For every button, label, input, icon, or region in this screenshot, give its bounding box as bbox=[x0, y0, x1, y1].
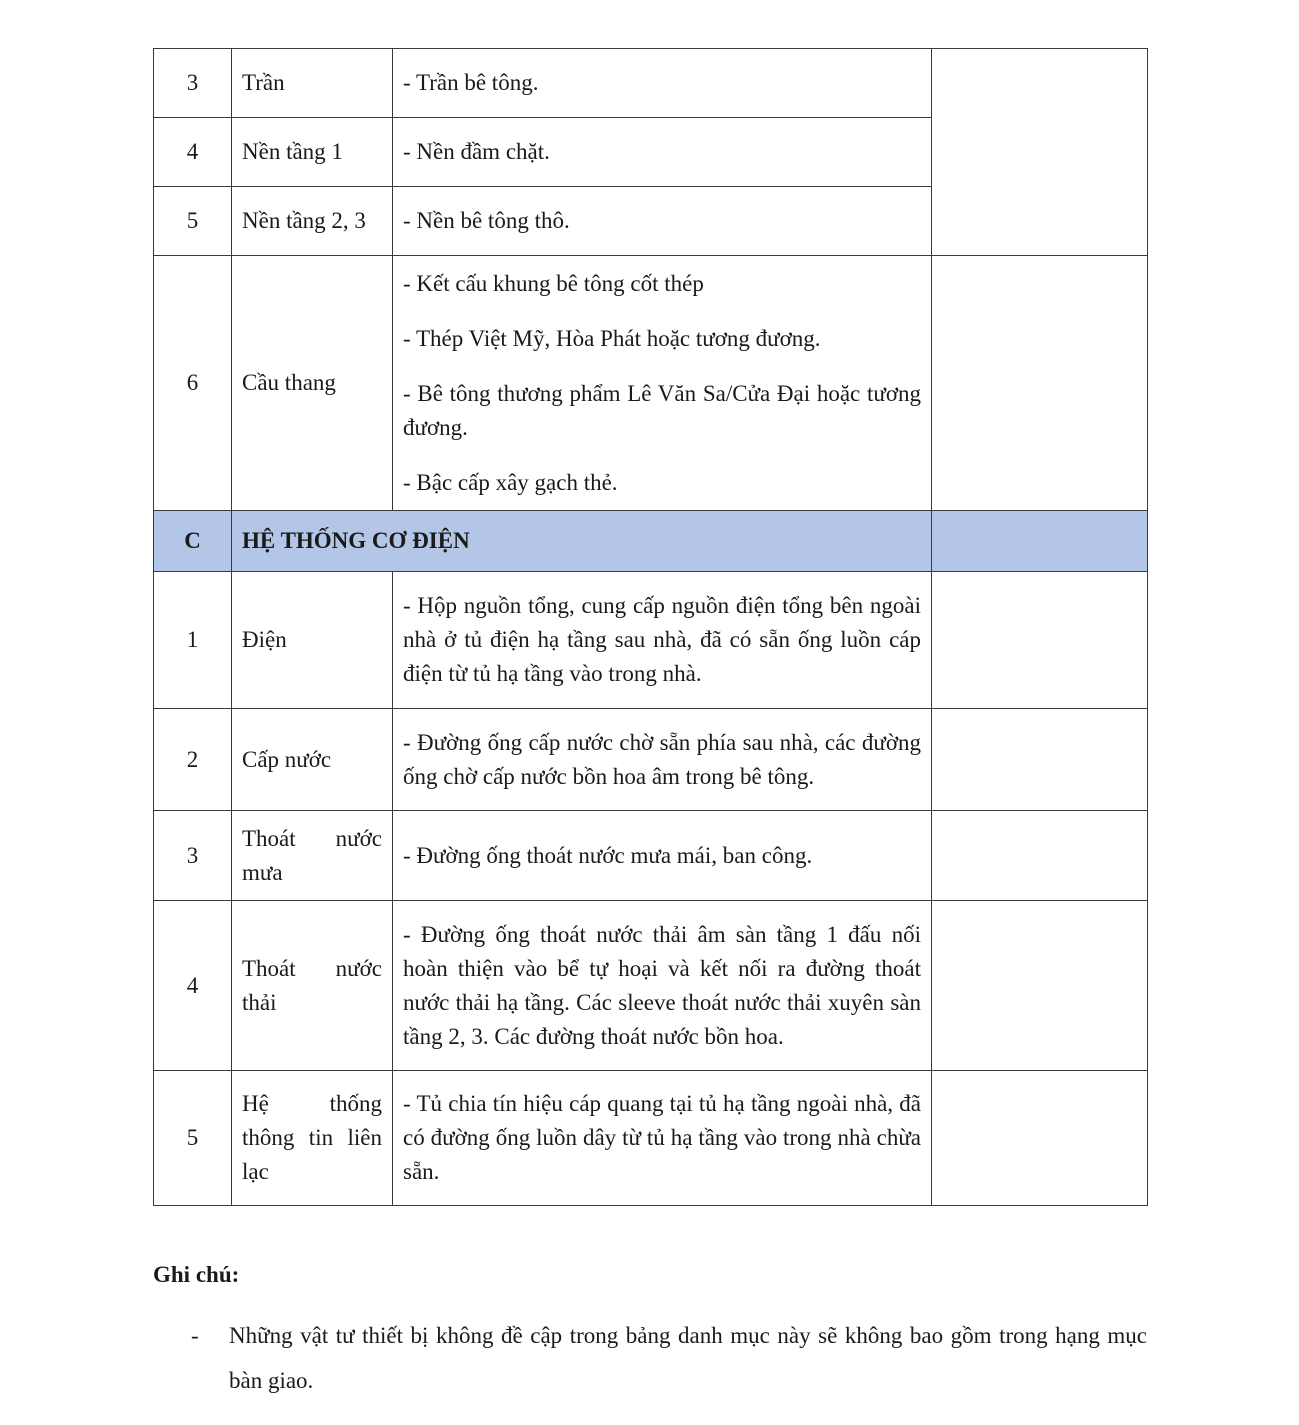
row-note bbox=[932, 901, 1148, 1071]
row-item: Hệ thống thông tin liên lạc bbox=[232, 1071, 393, 1206]
row-description bbox=[393, 811, 932, 901]
row-description bbox=[393, 118, 932, 187]
row-item: Thoát nước thải bbox=[232, 901, 393, 1071]
notes-section bbox=[153, 1255, 1147, 1403]
section-code: C bbox=[154, 511, 232, 572]
description-line: - Bậc cấp xây gạch thẻ. bbox=[403, 469, 618, 495]
table-row bbox=[154, 811, 1148, 901]
row-description bbox=[393, 901, 932, 1071]
row-number: 4 bbox=[154, 901, 232, 1071]
handover-spec-table bbox=[153, 48, 1148, 1206]
note-item bbox=[153, 1313, 1147, 1403]
section-title: HỆ THỐNG CƠ ĐIỆN bbox=[232, 511, 932, 572]
row-note bbox=[932, 256, 1148, 511]
row-item: Nền tầng 1 bbox=[232, 118, 393, 187]
description-line: - Nền bê tông thô. bbox=[403, 208, 570, 233]
row-note bbox=[932, 811, 1148, 901]
table-row bbox=[154, 1071, 1148, 1206]
row-item: Cấp nước bbox=[232, 709, 393, 811]
row-number: 1 bbox=[154, 572, 232, 709]
table-row bbox=[154, 709, 1148, 811]
table-row bbox=[154, 572, 1148, 709]
row-number: 3 bbox=[154, 49, 232, 118]
row-description bbox=[393, 709, 932, 811]
description-line: - Đường ống thoát nước mưa mái, ban công. bbox=[403, 842, 813, 868]
row-item: Nền tầng 2, 3 bbox=[232, 187, 393, 256]
description-line: - Hộp nguồn tổng, cung cấp nguồn điện tổng bên ngoài nhà ở tủ điện hạ tầng sau nhà, đã có sẵn ống luồn cáp điện từ tủ hạ tầng vào trong nhà. bbox=[403, 593, 921, 686]
notes-title: Ghi chú: bbox=[153, 1262, 240, 1287]
description-line: - Kết cấu khung bê tông cốt thép bbox=[403, 270, 704, 296]
row-description bbox=[393, 256, 932, 511]
section-header-row bbox=[154, 511, 1148, 572]
table-row bbox=[154, 256, 1148, 511]
table-row bbox=[154, 901, 1148, 1071]
row-item: Trần bbox=[232, 49, 393, 118]
table-row bbox=[154, 49, 1148, 118]
row-description bbox=[393, 572, 932, 709]
row-number: 6 bbox=[154, 256, 232, 511]
row-number: 3 bbox=[154, 811, 232, 901]
note-dash: - bbox=[191, 1323, 199, 1348]
row-description bbox=[393, 49, 932, 118]
row-note bbox=[932, 709, 1148, 811]
row-description bbox=[393, 187, 932, 256]
note-text: Những vật tư thiết bị không đề cập trong bảng danh mục này sẽ không bao gồm trong hạng mục bàn giao. bbox=[229, 1323, 1147, 1393]
row-number: 5 bbox=[154, 1071, 232, 1206]
row-note bbox=[932, 1071, 1148, 1206]
section-note bbox=[932, 511, 1148, 572]
description-line: - Đường ống cấp nước chờ sẵn phía sau nhà, các đường ống chờ cấp nước bồn hoa âm trong bê tông. bbox=[403, 729, 921, 789]
row-note bbox=[932, 572, 1148, 709]
row-item: Thoát nước mưa bbox=[232, 811, 393, 901]
description-line: - Thép Việt Mỹ, Hòa Phát hoặc tương đương. bbox=[403, 325, 821, 351]
description-line: - Đường ống thoát nước thải âm sàn tầng 1 đấu nối hoàn thiện vào bể tự hoại và kết nối ra đường thoát nước thải hạ tầng. Các sleeve thoát nước thải xuyên sàn tầng 2, 3. Các đường thoát nước bồn hoa. bbox=[403, 921, 921, 1049]
row-item: Điện bbox=[232, 572, 393, 709]
row-number: 4 bbox=[154, 118, 232, 187]
description-line: - Tủ chia tín hiệu cáp quang tại tủ hạ tầng ngoài nhà, đã có đường ống luồn dây từ tủ hạ tầng vào trong nhà chừa sẵn. bbox=[403, 1091, 921, 1184]
description-line: - Nền đầm chặt. bbox=[403, 139, 550, 164]
row-note bbox=[932, 49, 1148, 256]
row-number: 2 bbox=[154, 709, 232, 811]
row-item: Cầu thang bbox=[232, 256, 393, 511]
row-description bbox=[393, 1071, 932, 1206]
description-line: - Bê tông thương phẩm Lê Văn Sa/Cửa Đại hoặc tương đương. bbox=[403, 380, 921, 440]
row-number: 5 bbox=[154, 187, 232, 256]
description-line: - Trần bê tông. bbox=[403, 70, 539, 95]
